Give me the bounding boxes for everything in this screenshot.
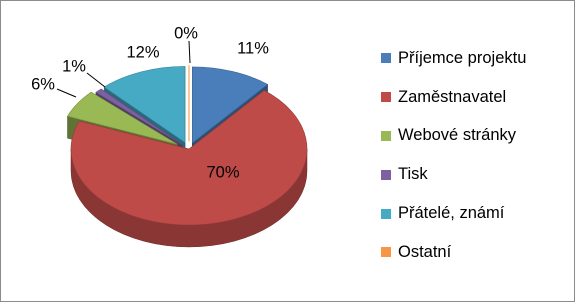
data-label-prijemce-projektu: 11% [237, 39, 269, 58]
legend-label: Příjemce projektu [398, 48, 527, 67]
chart-legend [381, 39, 571, 272]
legend-swatch [381, 247, 391, 257]
legend-item-ostatni [381, 233, 571, 272]
data-label-tisk: 1% [62, 57, 86, 76]
legend-item-webove-stranky [381, 117, 571, 156]
leader-line-ostatni [189, 41, 190, 63]
legend-label: Ostatní [398, 242, 452, 261]
data-label-webove-stranky: 6% [31, 75, 55, 94]
legend-label: Zaměstnavatel [398, 87, 507, 106]
legend-item-prijemce-projektu [381, 39, 571, 78]
legend-item-pratele-znami [381, 194, 571, 233]
legend-label: Tisk [398, 165, 428, 184]
data-label-pratele-znami: 12% [126, 43, 160, 62]
legend-swatch [381, 209, 391, 219]
leader-line-tisk [87, 73, 105, 87]
legend-swatch [381, 170, 391, 180]
legend-swatch [381, 92, 391, 102]
legend-item-tisk [381, 155, 571, 194]
pie-tops [67, 65, 307, 225]
legend-swatch [381, 53, 391, 63]
legend-label: Přátelé, známí [398, 204, 505, 223]
legend-swatch [381, 131, 391, 141]
leader-line-webove-stranky [57, 89, 76, 97]
data-label-ostatni: 0% [174, 24, 198, 43]
data-label-zamestnavatel: 70% [206, 163, 240, 182]
legend-item-zamestnavatel [381, 78, 571, 117]
legend-label: Webové stránky [398, 126, 516, 145]
